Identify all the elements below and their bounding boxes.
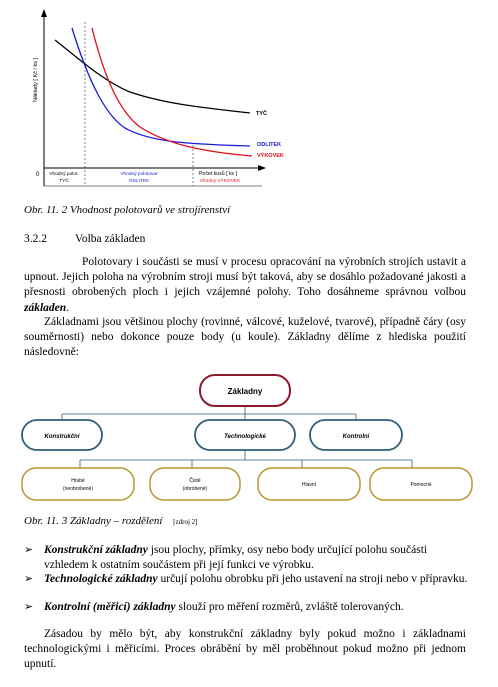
- label-tyc: TYČ: [256, 111, 267, 117]
- label-odlitek: ODLITEK: [257, 142, 282, 148]
- bullet-technologicke: [24, 572, 469, 587]
- node-konstrukcni-label: Konstrukční: [44, 434, 80, 440]
- bullet-arrow-icon: ➢: [24, 573, 34, 585]
- bullet-arrow-icon: ➢: [24, 544, 34, 556]
- figure2-caption: [24, 515, 197, 527]
- curve-tyc: [55, 40, 250, 113]
- node-kontrolni-label: Kontrolní: [342, 434, 370, 440]
- bullet-description: určují polohu obrobku při jeho ustavení na stroji nebo v přípravku.: [157, 573, 468, 585]
- label-vykovek: VÝKOVEK: [257, 153, 284, 159]
- paragraph-2: Základnami jsou většinou plochy (rovinné, válcové, kuželové, tvarové), případně čáry (osy souměrnosti) nebo dokonce pouze body (u koule). Základny dělíme z hlediska použití následovně:: [24, 316, 466, 359]
- node-hrube-label: Hrubé: [71, 478, 85, 484]
- x-axis-label: Počet kusů [ ks ]: [198, 171, 238, 177]
- curve-odlitek: [72, 28, 250, 146]
- bullet-description: slouží pro měření rozměrů, zvláště tolerovaných.: [175, 601, 404, 613]
- bullet-text: [44, 600, 469, 615]
- node-hlavni-label: Hlavní: [301, 482, 317, 488]
- y-axis-arrow: [41, 9, 47, 17]
- paragraph-1: [24, 255, 466, 316]
- paragraph-1-text: Polotovary i součásti se musí v procesu opracování na výrobních strojích ustavit a upnout. Jejich poloha na výrobním stroji musí být taková, aby se dosáhlo požadované jakosti a přesnosti obrobených ploch i jejich vzájemné polohy. Toho dosáhneme správnou volbou: [24, 256, 466, 299]
- node-hrube: [22, 468, 134, 500]
- node-hrube-sublabel: (neobrobené): [62, 486, 94, 492]
- figure2-caption-text: Obr. 11. 3 Základny – rozdělení: [24, 515, 163, 527]
- x-axis-arrow: [258, 165, 266, 171]
- zone2-label-line2: ODLITEK: [128, 179, 150, 184]
- figure2-source: [zdroj 2]: [173, 518, 198, 526]
- paragraph-1-end: .: [66, 301, 70, 314]
- bullet-text: [44, 572, 469, 587]
- bullet-konstrukcni: [24, 543, 469, 573]
- zone2-label-line1: Vhodný polotovar: [120, 172, 158, 177]
- y-axis-label: Náklady [ Kč / ks ]: [33, 57, 39, 103]
- zone1-label-line1: Vhodný polot.: [49, 172, 79, 177]
- bullet-arrow-icon: ➢: [24, 601, 34, 613]
- bullet-description: jsou plochy, přímky, osy nebo body určující polohu součásti vzhledem k ostatním součástem při její funkci ve výrobku.: [44, 544, 428, 571]
- bullet-kontrolni: [24, 600, 469, 615]
- node-pomocne-label: Pomocné: [410, 482, 432, 488]
- origin-label: 0: [36, 172, 40, 178]
- cost-chart: [0, 0, 498, 200]
- node-ciste-label: Čisté: [189, 478, 201, 484]
- figure1-caption: Obr. 11. 2 Vhodnost polotovarů ve strojírenství: [24, 204, 231, 216]
- curve-vykovek: [92, 28, 252, 156]
- classification-diagram: [0, 370, 498, 505]
- section-number: 3.2.2: [24, 233, 47, 245]
- node-ciste: [150, 468, 240, 500]
- node-ciste-sublabel: (obrobené): [182, 486, 208, 492]
- node-root-label: Základny: [227, 387, 263, 396]
- bullet-text: [44, 543, 469, 573]
- node-technologicke-label: Technologické: [224, 434, 266, 440]
- paragraph-1-emphasis: základen: [24, 301, 67, 314]
- section-title: Volba základen: [75, 233, 146, 245]
- bullet-term: Kontrolní (měřicí) základny: [44, 601, 176, 613]
- bullet-term: Technologické základny: [44, 573, 158, 585]
- bullet-term: Konstrukční základny: [44, 544, 148, 556]
- zone3-label: Vhodný VÝKOVEK: [199, 179, 241, 184]
- zone1-label-line2: TYČ: [59, 179, 69, 184]
- paragraph-3: Zásadou by mělo být, aby konstrukční základny byly pokud možno i základnami technologickými i měřicími. Proces obrábění by měl proběhnout pokud možno při jednom upnutí.: [24, 628, 466, 671]
